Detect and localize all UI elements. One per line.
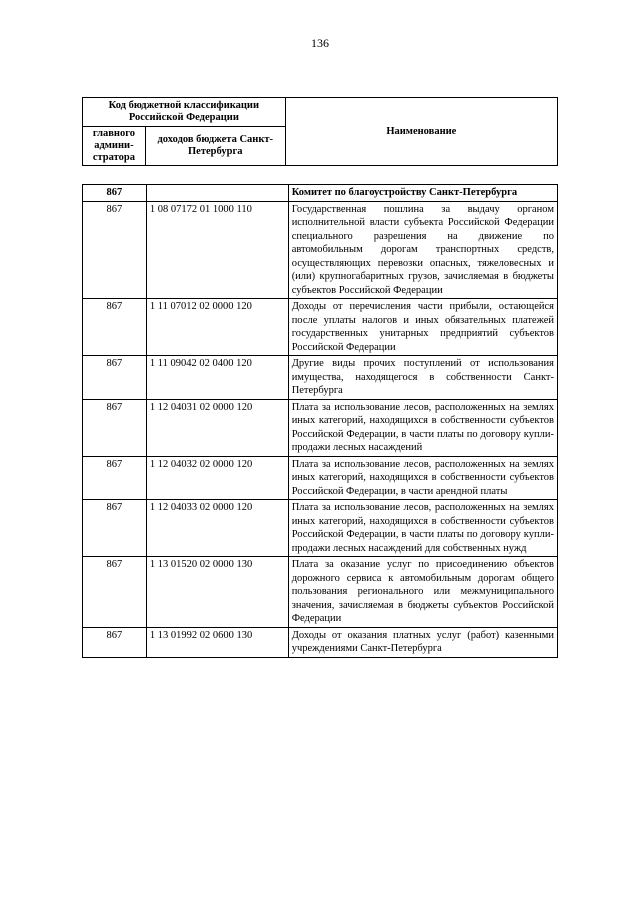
table-row bbox=[83, 201, 558, 299]
header-admin: главного админи-стратора bbox=[83, 127, 146, 166]
table-row bbox=[83, 627, 558, 657]
income-name-cell: Плата за использование лесов, расположенных на землях иных категорий, находящихся в собственности субъектов Российской Федерации, в части арендной платы bbox=[288, 456, 557, 500]
income-name-cell: Плата за использование лесов, расположенных на землях иных категорий, находящихся в собственности субъектов Российской Федерации, в части платы по договору купли-продажи лесных насаждений для собственных нужд bbox=[288, 500, 557, 557]
income-code-cell: 1 12 04031 02 0000 120 bbox=[146, 399, 288, 456]
admin-code-cell: 867 bbox=[83, 627, 147, 657]
income-code-cell: 1 13 01520 02 0000 130 bbox=[146, 557, 288, 628]
income-name-cell: Плата за оказание услуг по присоединению объектов дорожного сервиса к автомобильным дорогам общего пользования регионального или межмуниципального значения, зачисляемая в бюджеты субъектов Российской Федерации bbox=[288, 557, 557, 628]
admin-code-cell: 867 bbox=[83, 185, 147, 202]
table-row bbox=[83, 299, 558, 356]
income-code-cell: 1 08 07172 01 1000 110 bbox=[146, 201, 288, 299]
table-row bbox=[83, 557, 558, 628]
income-name-cell: Плата за использование лесов, расположенных на землях иных категорий, находящихся в собственности субъектов Российской Федерации, в части платы по договору купли-продажи лесных насаждений bbox=[288, 399, 557, 456]
income-code-cell: 1 13 01992 02 0600 130 bbox=[146, 627, 288, 657]
table-row bbox=[83, 185, 558, 202]
income-name-cell: Другие виды прочих поступлений от использования имущества, находящегося в собственности Санкт-Петербурга bbox=[288, 356, 557, 400]
table-row bbox=[83, 356, 558, 400]
income-name-cell: Комитет по благоустройству Санкт-Петербурга bbox=[288, 185, 557, 202]
income-code-cell: 1 11 07012 02 0000 120 bbox=[146, 299, 288, 356]
table-row bbox=[83, 500, 558, 557]
income-table bbox=[82, 184, 558, 658]
table-row bbox=[83, 399, 558, 456]
header-table bbox=[82, 97, 558, 166]
admin-code-cell: 867 bbox=[83, 299, 147, 356]
header-row-top bbox=[83, 98, 558, 127]
admin-code-cell: 867 bbox=[83, 456, 147, 500]
header-income: доходов бюджета Санкт-Петербурга bbox=[145, 127, 285, 166]
admin-code-cell: 867 bbox=[83, 500, 147, 557]
income-name-cell: Доходы от оказания платных услуг (работ) казенными учреждениями Санкт-Петербурга bbox=[288, 627, 557, 657]
admin-code-cell: 867 bbox=[83, 201, 147, 299]
header-code-group: Код бюджетной классификации Российской Федерации bbox=[83, 98, 286, 127]
income-code-cell: 1 12 04032 02 0000 120 bbox=[146, 456, 288, 500]
page-number: 136 bbox=[311, 36, 329, 50]
header-name: Наименование bbox=[285, 98, 557, 166]
income-code-cell bbox=[146, 185, 288, 202]
admin-code-cell: 867 bbox=[83, 557, 147, 628]
admin-code-cell: 867 bbox=[83, 356, 147, 400]
income-name-cell: Доходы от перечисления части прибыли, остающейся после уплаты налогов и иных обязательных платежей государственных унитарных предприятий субъектов Российской Федерации bbox=[288, 299, 557, 356]
income-name-cell: Государственная пошлина за выдачу органом исполнительной власти субъекта Российской Федерации специального разрешения на движение по автомобильным дорогам транспортных средств, осуществляющих перевозки опасных, тяжеловесных и (или) крупногабаритных грузов, зачисляемая в бюджеты субъектов Российской Федерации bbox=[288, 201, 557, 299]
income-code-cell: 1 11 09042 02 0400 120 bbox=[146, 356, 288, 400]
income-code-cell: 1 12 04033 02 0000 120 bbox=[146, 500, 288, 557]
income-table-body bbox=[83, 185, 558, 658]
table-row bbox=[83, 456, 558, 500]
admin-code-cell: 867 bbox=[83, 399, 147, 456]
